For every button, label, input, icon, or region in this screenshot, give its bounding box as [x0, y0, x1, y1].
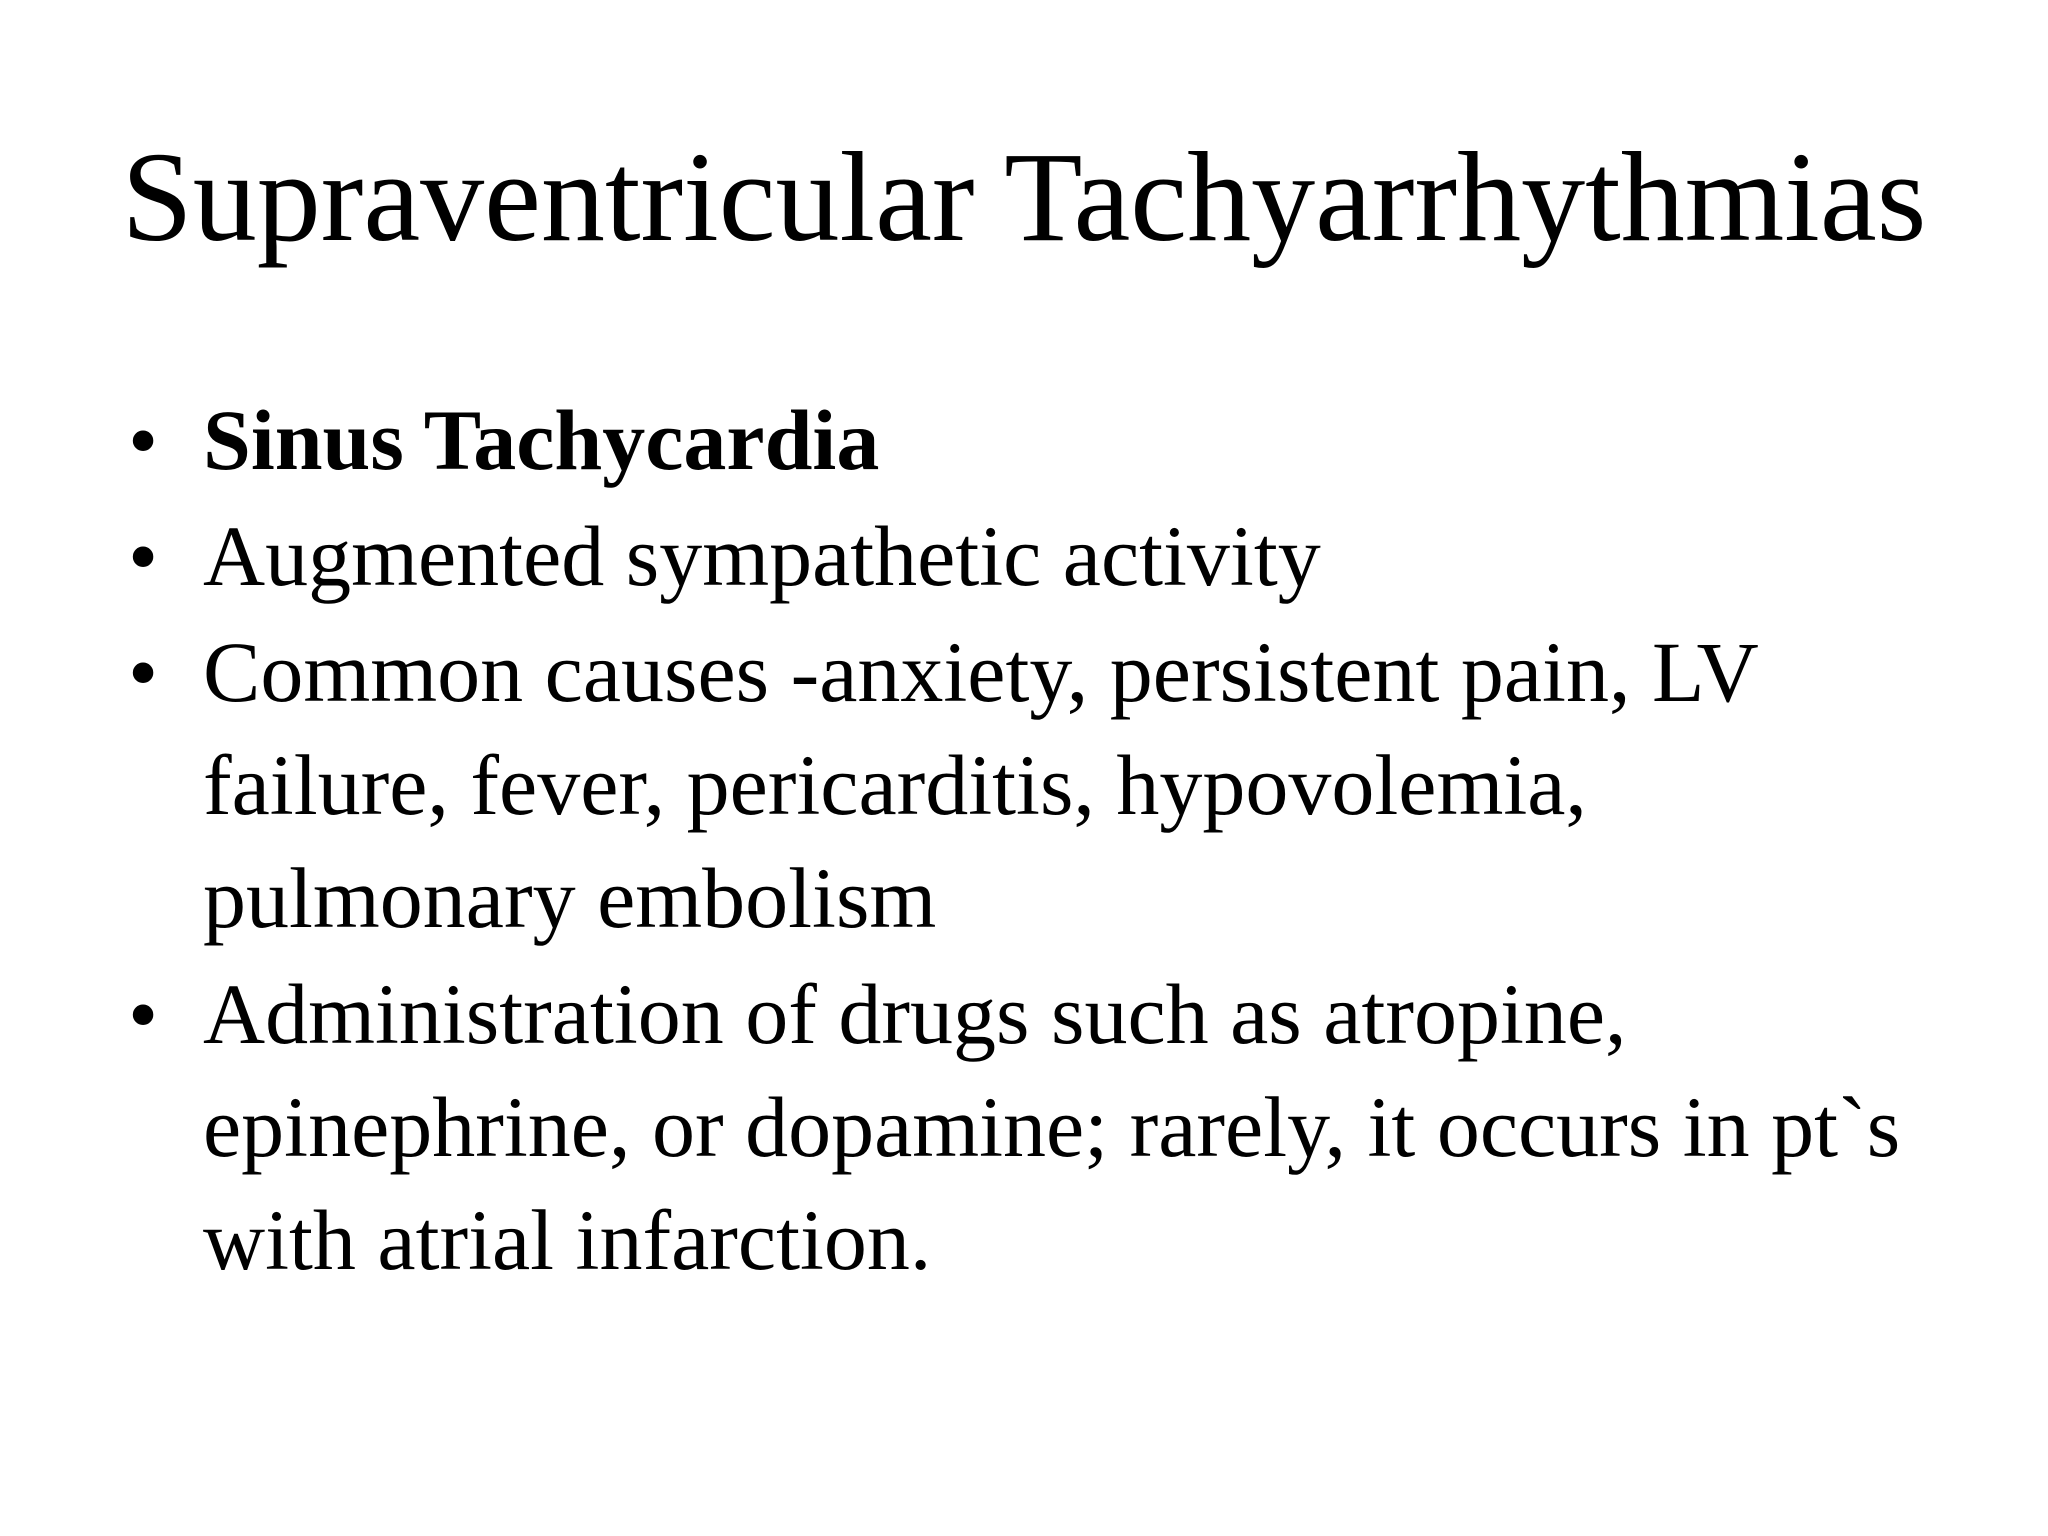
bullet-text: Administration of drugs such as atropine, epinephrine, or dopamine; rarely, it occurs in pt`s with atrial infarction. — [203, 966, 1901, 1288]
bullet-list — [128, 384, 1948, 1297]
bullet-text: Sinus Tachycardia — [203, 392, 880, 488]
bullet-text: Augmented sympathetic activity — [203, 508, 1321, 604]
slide-title: Supraventricular Tachyarrhythmias — [121, 126, 1927, 268]
bullet-item — [128, 500, 1948, 613]
bullet-text: Common causes -anxiety, persistent pain, LV failure, fever, pericarditis, hypovolemia, pulmonary embolism — [203, 624, 1758, 946]
bullet-item — [128, 958, 1948, 1297]
bullet-icon: • — [128, 508, 159, 604]
bullet-icon: • — [128, 624, 159, 720]
bullet-icon: • — [128, 392, 159, 488]
bullet-item — [128, 616, 1948, 955]
bullet-item — [128, 384, 1948, 497]
bullet-icon: • — [128, 966, 159, 1062]
